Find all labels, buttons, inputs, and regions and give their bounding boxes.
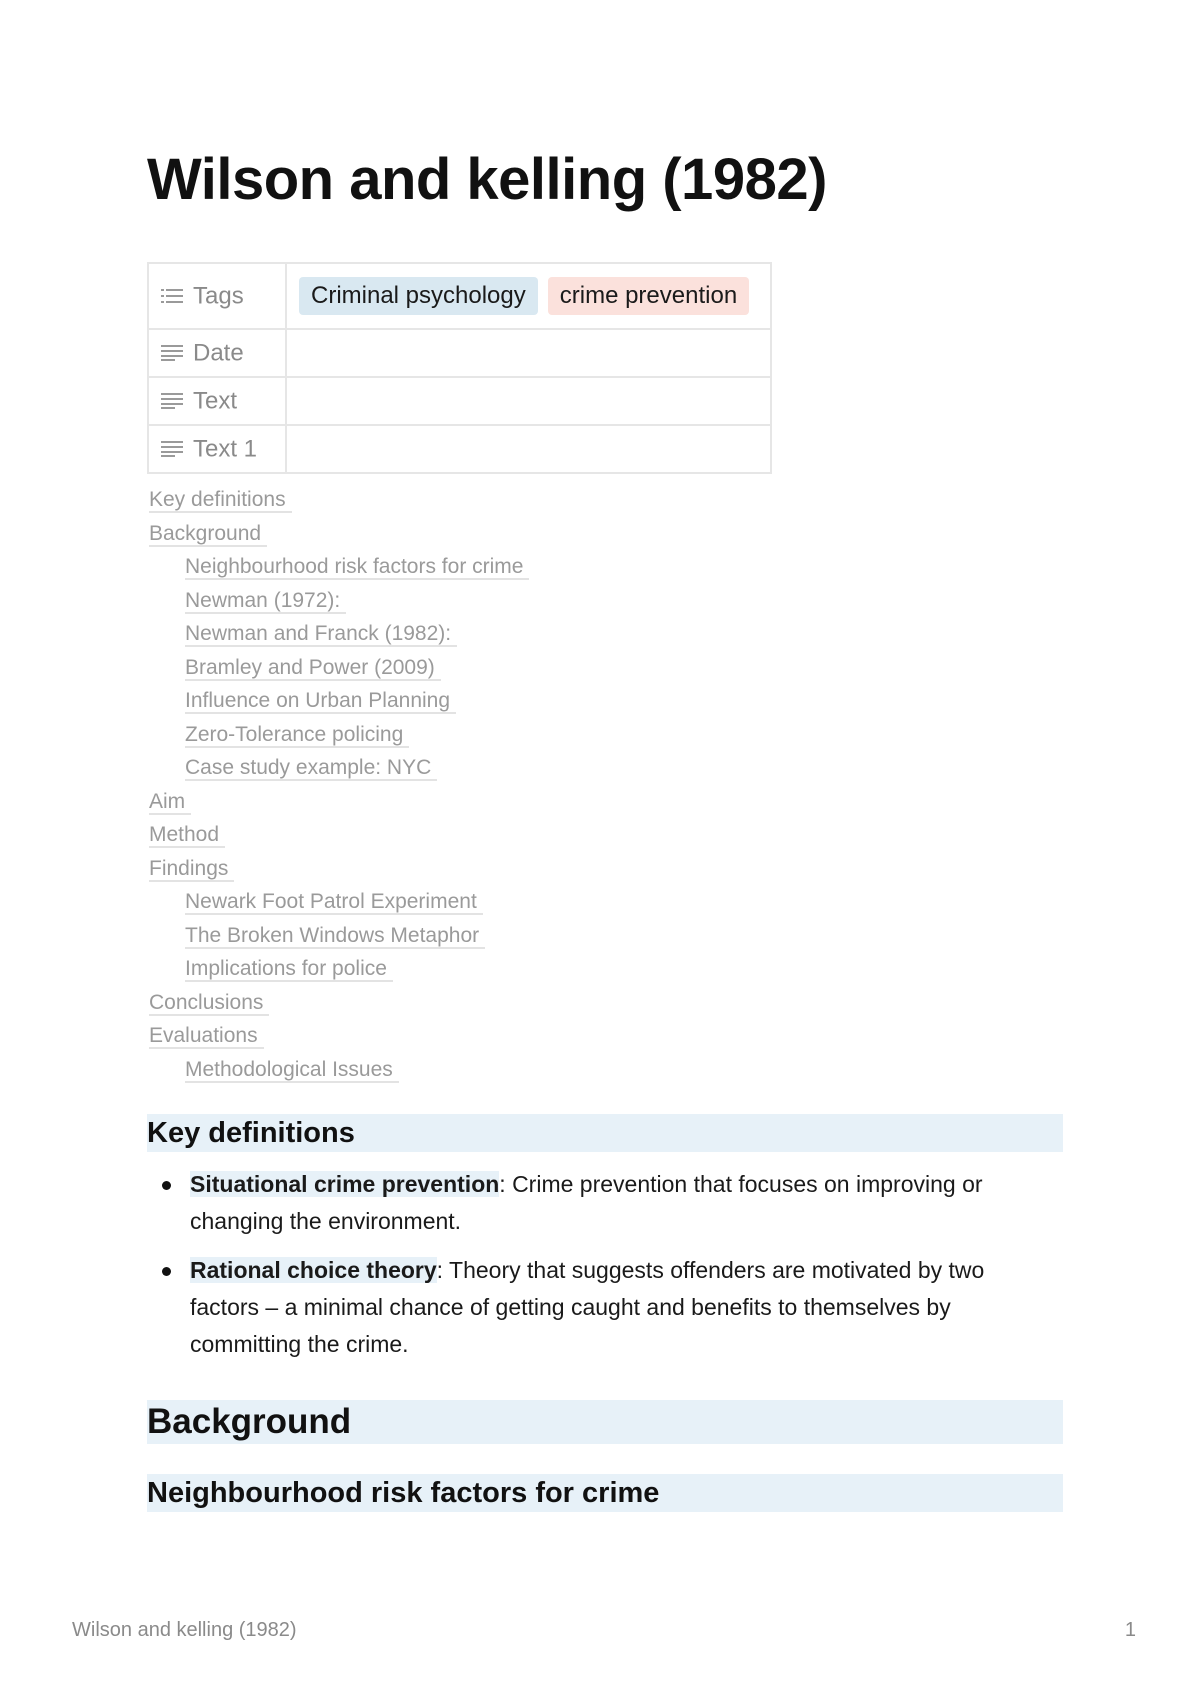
list-item [147, 1166, 1047, 1240]
text-lines-icon [161, 393, 183, 409]
toc-item[interactable]: Implications for police [149, 955, 529, 989]
tag-crime-prevention[interactable]: crime prevention [548, 277, 749, 315]
toc-item[interactable]: Influence on Urban Planning [149, 687, 529, 721]
property-label-cell [148, 263, 286, 329]
section-heading-key-definitions: Key definitions [147, 1114, 1063, 1152]
toc-item[interactable]: Case study example: NYC [149, 754, 529, 788]
definition-term: Rational choice theory [190, 1257, 437, 1283]
footer-title: Wilson and kelling (1982) [72, 1619, 297, 1641]
property-row-text [148, 377, 771, 425]
properties-table [147, 262, 772, 474]
key-definitions-list [147, 1166, 1047, 1375]
property-value-tags[interactable] [286, 263, 771, 329]
property-value-text1[interactable] [286, 425, 771, 473]
toc-item[interactable]: Method [149, 821, 529, 855]
table-of-contents [149, 486, 529, 1089]
toc-item[interactable]: Key definitions [149, 486, 529, 520]
toc-item[interactable]: Evaluations [149, 1022, 529, 1056]
section-heading-background: Background [147, 1400, 1063, 1444]
page-title: Wilson and kelling (1982) [147, 147, 827, 212]
definition-text: : Crime prevention that focuses on improving or changing the environment. [190, 1171, 983, 1234]
property-label-cell [148, 425, 286, 473]
property-label-tags: Tags [193, 282, 244, 310]
toc-item[interactable]: Methodological Issues [149, 1056, 529, 1090]
toc-item[interactable]: Conclusions [149, 989, 529, 1023]
list-item [147, 1252, 1047, 1363]
page-number: 1 [1124, 1619, 1136, 1641]
property-label-text: Text [193, 387, 238, 415]
toc-item[interactable]: Neighbourhood risk factors for crime [149, 553, 529, 587]
property-label-cell [148, 377, 286, 425]
toc-item[interactable]: Zero-Tolerance policing [149, 721, 529, 755]
toc-item[interactable]: Aim [149, 788, 529, 822]
toc-item[interactable]: Newman (1972): [149, 587, 529, 621]
property-label-date: Date [193, 339, 244, 367]
text-lines-icon [161, 441, 183, 457]
toc-item[interactable]: Background [149, 520, 529, 554]
property-row-tags [148, 263, 771, 329]
toc-item[interactable]: Newman and Franck (1982): [149, 620, 529, 654]
property-value-text[interactable] [286, 377, 771, 425]
property-label-cell [148, 329, 286, 377]
property-row-date [148, 329, 771, 377]
definition-text: : Theory that suggests offenders are motivated by two factors – a minimal chance of getting caught and benefits to themselves by committing the crime. [190, 1257, 985, 1357]
toc-item[interactable]: Bramley and Power (2009) [149, 654, 529, 688]
property-value-date[interactable] [286, 329, 771, 377]
list-icon [161, 288, 183, 304]
tag-criminal-psychology[interactable]: Criminal psychology [299, 277, 538, 315]
toc-item[interactable]: Newark Foot Patrol Experiment [149, 888, 529, 922]
toc-item[interactable]: The Broken Windows Metaphor [149, 922, 529, 956]
property-label-text1: Text 1 [193, 435, 258, 463]
property-row-text1 [148, 425, 771, 473]
section-heading-neighbourhood-risk: Neighbourhood risk factors for crime [147, 1474, 1063, 1512]
text-lines-icon [161, 345, 183, 361]
definition-term: Situational crime prevention [190, 1171, 500, 1197]
toc-item[interactable]: Findings [149, 855, 529, 889]
